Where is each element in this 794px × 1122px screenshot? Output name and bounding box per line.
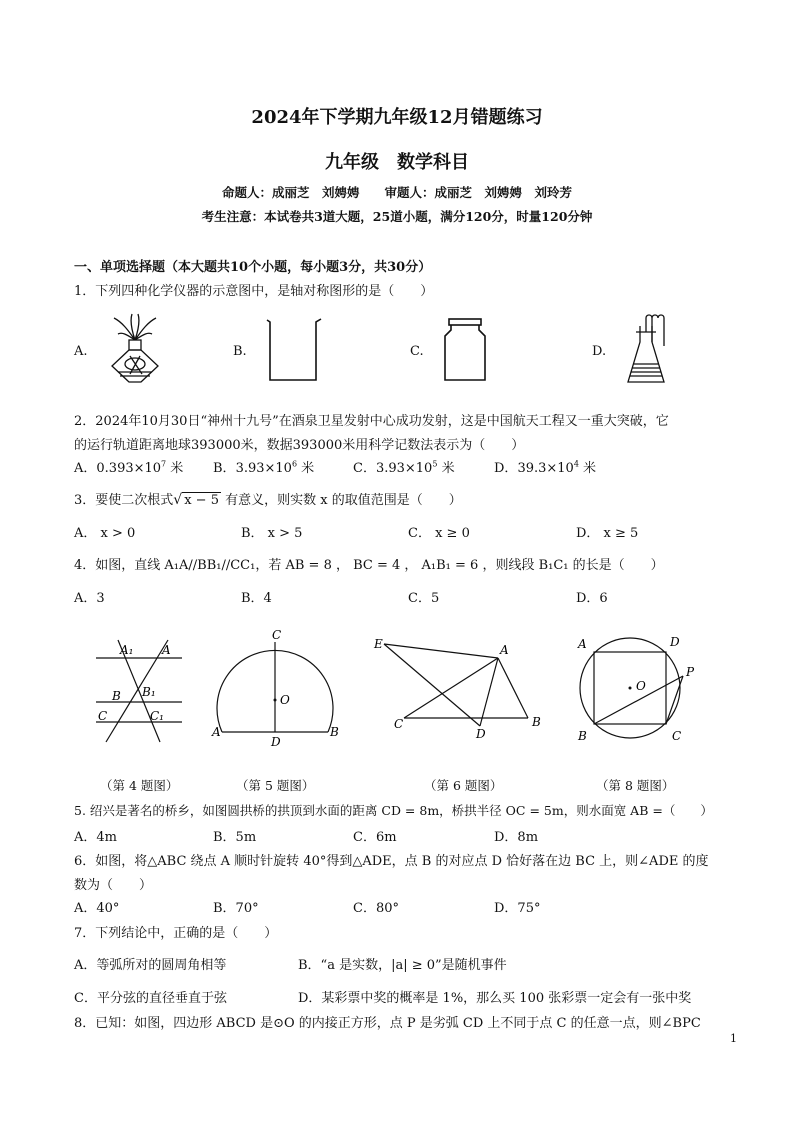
fig6-label-d: D bbox=[476, 727, 486, 741]
q4-option-c: C．5 bbox=[408, 591, 440, 606]
q7-option-c: C．平分弦的直径垂直于弦 bbox=[74, 991, 227, 1006]
caption-figure-5: （第 5 题图） bbox=[236, 778, 315, 793]
fig4-label-b: B bbox=[112, 689, 121, 703]
fig8-label-p: P bbox=[686, 665, 695, 679]
q2-stem-line2: 的运行轨道距离地球393000米，数据393000米用科学记数法表示为（ ） bbox=[74, 438, 525, 453]
q6-stem-line2: 数为（ ） bbox=[74, 878, 153, 893]
q3-stem: 3．要使二次根式√ x − 5 有意义，则实数 x 的取值范围是（ ） bbox=[74, 492, 462, 508]
q2-option-a: A．$0.393\times 10^7$ 米 bbox=[74, 459, 184, 476]
fig4-label-a1: A₁ bbox=[120, 643, 134, 657]
alcohol-lamp-icon bbox=[104, 312, 166, 386]
authors-line: 命题人：成丽芝 刘娉娉 审题人：成丽芝 刘娉娉 刘玲芳 bbox=[221, 185, 572, 200]
q2-option-c: C．$3.93\times 10^5$ 米 bbox=[353, 459, 455, 476]
fig8-label-c: C bbox=[672, 729, 682, 743]
fig5-label-d: D bbox=[271, 735, 281, 749]
wide-mouth-bottle-icon bbox=[441, 316, 489, 384]
fig5-label-o: O bbox=[280, 693, 290, 707]
figure-5-diagram bbox=[208, 628, 344, 752]
q2-option-b: B．$3.93\times 10^6$ 米 bbox=[213, 459, 315, 476]
q5-option-b: B．5m bbox=[213, 830, 257, 845]
fig8-label-b: B bbox=[578, 729, 587, 743]
fig6-label-c: C bbox=[394, 717, 404, 731]
q4-option-a: A．3 bbox=[74, 591, 105, 606]
q4-option-b: B．4 bbox=[241, 591, 272, 606]
q5-option-a: A．4m bbox=[74, 830, 117, 845]
q3-option-c: C． x ≥ 0 bbox=[408, 526, 470, 541]
q5-option-d: D．8m bbox=[494, 830, 539, 845]
q4-option-d: D．6 bbox=[576, 591, 608, 606]
q3-option-b: B． x > 5 bbox=[241, 526, 303, 541]
caption-figure-8: （第 8 题图） bbox=[596, 778, 675, 793]
exam-subtitle: 九年级 数学科目 bbox=[325, 152, 469, 173]
q3-option-a: A． x > 0 bbox=[74, 526, 136, 541]
q8-stem: 8．已知：如图，四边形 ABCD 是⊙O 的内接正方形，点 P 是劣弧 CD 上不同于点 C 的任意一点，则∠BPC bbox=[74, 1016, 701, 1031]
section-heading: 一、单项选择题（本大题共10个小题，每小题3分，共30分） bbox=[74, 260, 432, 275]
fig5-label-b: B bbox=[330, 725, 339, 739]
q5-stem: 5. 绍兴是著名的桥乡，如图圆拱桥的拱顶到水面的距离 CD = 8m，桥拱半径 OC = 5m，则水面宽 AB =（ ） bbox=[74, 803, 713, 818]
fig8-label-a: A bbox=[578, 637, 587, 651]
q3-radicand: x − 5 bbox=[184, 493, 219, 508]
flask-with-tube-icon bbox=[622, 312, 678, 386]
exam-title: 2024年下学期九年级12月错题练习 bbox=[251, 107, 543, 128]
q6-stem-line1: 6．如图，将△ABC 绕点 A 顺时针旋转 40°得到△ADE，点 B 的对应点 D 恰好落在边 BC 上，则∠ADE 的度 bbox=[74, 854, 709, 869]
q3-option-d: D． x ≥ 5 bbox=[576, 526, 639, 541]
fig5-label-c: C bbox=[272, 628, 282, 642]
fig5-label-a: A bbox=[212, 725, 221, 739]
fig4-label-b1: B₁ bbox=[142, 685, 156, 699]
fig6-label-e: E bbox=[374, 637, 383, 651]
q1-stem: 1．下列四种化学仪器的示意图中，是轴对称图形的是（ ） bbox=[74, 284, 434, 299]
fig6-label-a: A bbox=[500, 643, 509, 657]
q7-option-a: A．等弧所对的圆周角相等 bbox=[74, 958, 227, 973]
notice-line: 考生注意：本试卷共3道大题，25道小题，满分120分，时量120分钟 bbox=[201, 209, 593, 224]
q7-option-d: D．某彩票中奖的概率是 1%，那么买 100 张彩票一定会有一张中奖 bbox=[298, 991, 692, 1006]
fig4-label-c: C bbox=[98, 709, 108, 723]
beaker-icon bbox=[264, 316, 324, 384]
caption-figure-4: （第 4 题图） bbox=[100, 778, 179, 793]
caption-figure-6: （第 6 题图） bbox=[424, 778, 503, 793]
page-number: 1 bbox=[730, 1032, 737, 1045]
q7-option-b: B．“a 是实数，|a| ≥ 0”是随机事件 bbox=[298, 958, 507, 973]
figure-6-diagram bbox=[370, 636, 546, 744]
q1-option-d: D. bbox=[592, 344, 607, 359]
q6-option-b: B．70° bbox=[213, 901, 259, 916]
fig6-label-b: B bbox=[532, 715, 541, 729]
fig8-label-o: O bbox=[636, 679, 646, 693]
q1-option-c: C. bbox=[410, 344, 424, 359]
fig4-label-c1: C₁ bbox=[150, 709, 164, 723]
figure-8-diagram bbox=[568, 630, 700, 748]
figure-4-diagram bbox=[90, 636, 190, 746]
q4-stem: 4．如图，直线 A₁A//BB₁//CC₁，若 AB = 8 ， BC = 4 ， A₁B₁ = 6 ，则线段 B₁C₁ 的长是（ ） bbox=[74, 558, 664, 573]
q5-option-c: C．6m bbox=[353, 830, 397, 845]
fig4-label-a: A bbox=[162, 643, 171, 657]
q6-option-c: C．80° bbox=[353, 901, 399, 916]
q2-stem-line1: 2．2024年10月30日“神州十九号”在酒泉卫星发射中心成功发射，这是中国航天工程又一重大突破，它 bbox=[74, 414, 669, 429]
fig8-label-d: D bbox=[670, 635, 680, 649]
q2-option-d: D．$39.3\times 10^4$ 米 bbox=[494, 459, 597, 476]
q1-option-b: B. bbox=[233, 344, 247, 359]
q6-option-a: A．40° bbox=[74, 901, 120, 916]
q7-stem: 7．下列结论中，正确的是（ ） bbox=[74, 926, 278, 941]
q6-option-d: D．75° bbox=[494, 901, 541, 916]
q1-option-a: A. bbox=[74, 344, 88, 359]
